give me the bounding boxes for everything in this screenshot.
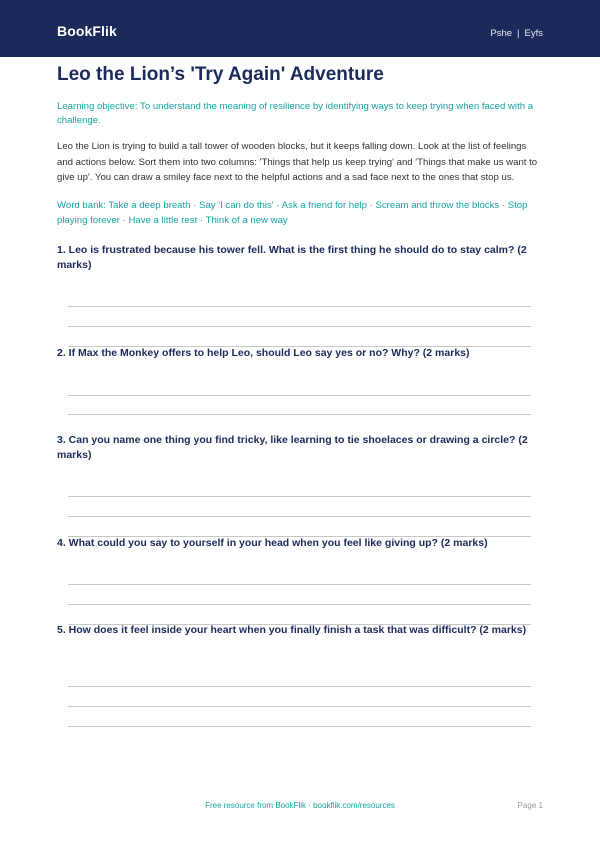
question-3: 3. Can you name one thing you find tricky, like learning to tie shoelaces or drawing a circle? (2 marks) — [57, 434, 528, 461]
answer-line[interactable] — [68, 395, 531, 396]
brand-logo[interactable]: BookFlik — [57, 23, 117, 39]
footer-credit[interactable]: Free resource from BookFlik · bookflik.com/resources — [205, 801, 395, 810]
question-4: 4. What could you say to yourself in your head when you feel like giving up? (2 marks) — [57, 537, 488, 549]
question-1: 1. Leo is frustrated because his tower fell. What is the first thing he should do to stay calm? (2 marks) — [57, 244, 527, 271]
subject-meta — [490, 28, 543, 39]
question-5: 5. How does it feel inside your heart when you finally finish a task that was difficult? (2 marks) — [57, 624, 527, 636]
answer-line[interactable] — [68, 604, 531, 605]
answer-line[interactable] — [68, 414, 531, 415]
answer-line[interactable] — [68, 326, 531, 327]
answer-line[interactable] — [68, 496, 531, 497]
level-label: Eyfs — [524, 28, 543, 39]
meta-separator: | — [517, 28, 520, 39]
word-bank: Word bank: Take a deep breath · Say 'I can do this' · Ask a friend for help · Scream and throw the blocks · Stop playing forever · Have a little rest · Think of a new way — [57, 200, 528, 226]
question-2: 2. If Max the Monkey offers to help Leo, should Leo say yes or no? Why? (2 marks) — [57, 347, 470, 359]
answer-line[interactable] — [68, 726, 531, 727]
answer-line[interactable] — [68, 686, 531, 687]
answer-line[interactable] — [68, 516, 531, 517]
learning-objective: Learning objective: To understand the meaning of resilience by identifying ways to keep trying when faced with a challenge. — [57, 101, 534, 126]
answer-line[interactable] — [68, 706, 531, 707]
header-bar — [0, 0, 600, 57]
worksheet-title: Leo the Lion’s 'Try Again' Adventure — [57, 64, 384, 85]
answer-line[interactable] — [68, 584, 531, 585]
intro-paragraph: Leo the Lion is trying to build a tall tower of wooden blocks, but it keeps falling down. Look at the list of feelings and actions below. Sort them into two columns: 'Things that help us keep trying' and 'Things that make us want to give up'. You can draw a smiley face next to the helpful actions and a sad face next to the ones that stop us. — [57, 141, 538, 183]
answer-line[interactable] — [68, 306, 531, 307]
page-number: Page 1 — [517, 801, 543, 810]
subject-label: Pshe — [490, 28, 513, 39]
